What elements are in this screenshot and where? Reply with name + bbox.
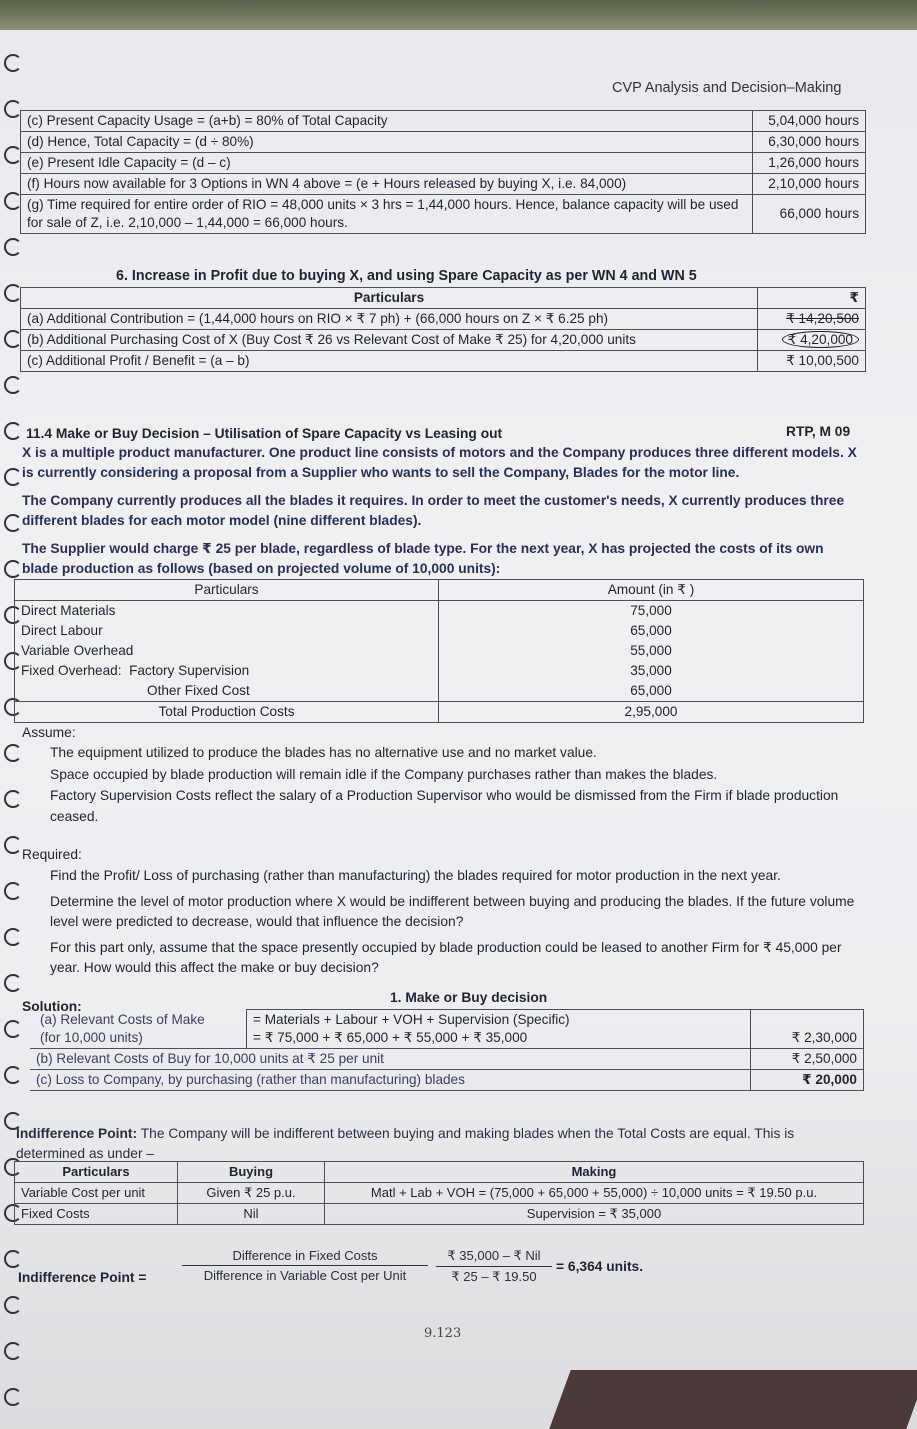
table-row: Total Production Costs 2,95,000 [15, 702, 864, 723]
list-item: The equipment utilized to produce the blades has no alternative use and no market value. [50, 745, 597, 760]
table-row: (a) Additional Contribution = (1,44,000 hours on RIO × ₹ 7 ph) + (66,000 hours on Z × ₹ 6.25 ph) ₹ 14,20,500 [21, 309, 866, 330]
problem-ref: RTP, M 09 [786, 424, 851, 439]
solution-title: Solution: [22, 999, 82, 1014]
table-row: Direct Labour 65,000 [15, 621, 864, 641]
problem-para-1: X is a multiple product manufacturer. One product line consists of motors and the Company produces three different models. X is currently considering a proposal from a Supplier who wants to sell the Company, Blades for the motor line. [22, 445, 857, 480]
indifference-formula-label: Indifference Point = [18, 1270, 147, 1285]
list-item: Factory Supervision Costs reflect the salary of a Production Supervisor who would be dismissed from the Firm if blade production ceased. [50, 788, 839, 824]
solution-subtitle: 1. Make or Buy decision [390, 990, 548, 1005]
make-buy-table [30, 1009, 864, 1091]
problem-para-3: The Supplier would charge ₹ 25 per blade, regardless of blade type. For the next year, X has projected the costs of its own blade production as follows (based on projected volume of 10,000 units): [22, 541, 824, 576]
assume-list [50, 743, 860, 828]
table-row: Fixed Costs Nil Supervision = ₹ 35,000 [15, 1204, 864, 1225]
indifference-result: = 6,364 units. [556, 1259, 644, 1274]
indifference-table: Particulars Buying Making Variable Cost per unit Given ₹ 25 p.u. Matl + Lab + VOH = (75,000 + 65,000 + 55,000) ÷ 10,000 units = ₹ 19.50 p.u. Fixed Costs Nil Supervision = ₹ 35,000 [14, 1161, 864, 1225]
table-row: (c) Additional Profit / Benefit = (a – b) ₹ 10,00,500 [21, 351, 866, 372]
list-item: Space occupied by blade production will remain idle if the Company purchases rather than makes the blades. [50, 766, 718, 782]
table-row: (a) Relevant Costs of Make (for 10,000 units) = Materials + Labour + VOH + Supervision (Specific) = ₹ 75,000 + ₹ 65,000 + ₹ 55,000 + ₹ 35,000 ₹ 2,30,000 [30, 1010, 864, 1049]
table-row: Other Fixed Cost 65,000 [15, 681, 864, 702]
required-title: Required: [22, 847, 82, 862]
page-number: 9.123 [424, 1326, 462, 1341]
list-item: Find the Profit/ Loss of purchasing (rather than manufacturing) the blades required for motor production in the next year. [50, 868, 781, 883]
table-row: Fixed Overhead: Factory Supervision 35,000 [15, 661, 864, 681]
table-row: (c) Present Capacity Usage = (a+b) = 80% of Total Capacity 5,04,000 hours [21, 111, 866, 132]
page-header: CVP Analysis and Decision–Making [612, 80, 842, 96]
table-row: (b) Additional Purchasing Cost of X (Buy Cost ₹ 26 vs Relevant Cost of Make ₹ 25) for 4,20,000 units ₹ 4,20,000 [21, 330, 866, 351]
assume-title: Assume: [22, 725, 76, 740]
table-row: (f) Hours now available for 3 Options in WN 4 above = (e + Hours released by buying X, i.e. 84,000) 2,10,000 hours [21, 174, 866, 195]
required-list [50, 866, 860, 980]
formula-value-fraction: ₹ 35,000 – ₹ Nil ₹ 25 – ₹ 19.50 [436, 1248, 552, 1285]
list-item: For this part only, assume that the space presently occupied by blade production could be leased to another Firm for ₹ 45,000 per year. How would this affect the make or buy decision? [50, 939, 842, 975]
problem-para-2: The Company currently produces all the blades it requires. In order to meet the customer's needs, X currently produces three different blades for each motor model (nine different blades). [22, 493, 845, 528]
indifference-text: Indifference Point: The Company will be indifferent between buying and making blades when the Total Costs are equal. This is determined as under – [16, 1126, 795, 1161]
wn6-table: Particulars ₹ (a) Additional Contribution = (1,44,000 hours on RIO × ₹ 7 ph) + (66,000 hours on Z × ₹ 6.25 ph) ₹ 14,20,500 (b) Additional Purchasing Cost of X (Buy Cost ₹ 26 vs Relevant Cost of Make ₹ 25) for 4,20,000 units ₹ 4,20,000 (c) Additional Profit / Benefit = (a – b) ₹ 10,00,500 [20, 287, 866, 372]
background-top [0, 0, 917, 30]
table-row: (g) Time required for entire order of RIO = 48,000 units × 3 hrs = 1,44,000 hours. Hence, balance capacity will be used for sale of Z, i.e. 2,10,000 – 1,44,000 = 66,000 hours. 66,000 hours [21, 195, 866, 234]
background-bottom [549, 1370, 917, 1429]
capacity-table [20, 110, 866, 234]
table-row: Variable Cost per unit Given ₹ 25 p.u. Matl + Lab + VOH = (75,000 + 65,000 + 55,000) ÷ 10,000 units = ₹ 19.50 p.u. [15, 1183, 864, 1204]
table-row: (c) Loss to Company, by purchasing (rather than manufacturing) blades ₹ 20,000 [30, 1070, 864, 1091]
table-row: (e) Present Idle Capacity = (d – c) 1,26,000 hours [21, 153, 866, 174]
table-row: Direct Materials 75,000 [15, 601, 864, 622]
formula-text-fraction: Difference in Fixed Costs Difference in Variable Cost per Unit [182, 1248, 428, 1283]
table-row: Variable Overhead 55,000 [15, 641, 864, 661]
table-row: (b) Relevant Costs of Buy for 10,000 units at ₹ 25 per unit ₹ 2,50,000 [30, 1049, 864, 1070]
table-row: (d) Hence, Total Capacity = (d ÷ 80%) 6,30,000 hours [21, 132, 866, 153]
cost-table: Particulars Amount (in ₹ ) Direct Materials 75,000 Direct Labour 65,000 Variable Overhead 55,000 Fixed Overhead: Factory Supervision 35,000 Other Fixed Cost 65,000 Total Production Costs 2,95,000 [14, 579, 864, 723]
problem-heading: 11.4 Make or Buy Decision – Utilisation of Spare Capacity vs Leasing out [26, 426, 503, 441]
list-item: Determine the level of motor production where X would be indifferent between buying and producing the blades. If the future volume level were predicted to decrease, would that influence the decision? [50, 893, 855, 929]
wn6-title: 6. Increase in Profit due to buying X, and using Spare Capacity as per WN 4 and WN 5 [116, 268, 697, 284]
